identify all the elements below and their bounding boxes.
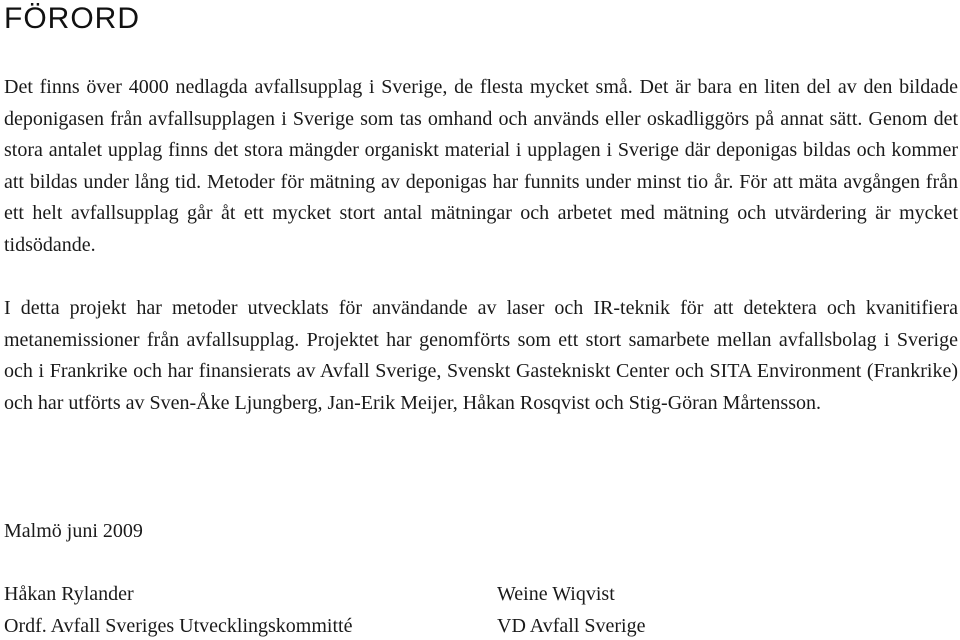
- signature-name-right: Weine Wiqvist: [497, 583, 615, 605]
- paragraph-intro: Det finns över 4000 nedlagda avfallsupplag i Sverige, de flesta mycket små. Det är bara en liten del av den bildade deponigasen från avfallsupplagen i Sverige som tas omhand och används eller oskadliggörs på annat sätt. Genom det stora antalet upplag finns det stora mängder organiskt material i upplagen i Sverige där deponigas bildas och kommer att bildas under lång tid. Metoder för mätning av deponigas har funnits under minst tio år. För att mäta avgången från ett helt avfallsupplag går åt ett mycket stort antal mätningar och arbetet med mätning och utvärdering är mycket tidsödande.: [4, 76, 958, 256]
- signature-title-right: VD Avfall Sverige: [497, 615, 646, 637]
- paragraph-project: I detta projekt har metoder utvecklats för användande av laser och IR-teknik för att detektera och kvanitifiera metanemissioner från avfallsupplag. Projektet har genomförts som ett stort samarbete mellan avfallsbolag i Sverige och i Frankrike och har finansierats av Avfall Sverige, Svenskt Gastekniskt Center och SITA Environment (Frankrike) och har utförts av Sven-Åke Ljungberg, Jan-Erik Meijer, Håkan Rosqvist och Stig-Göran Mårtensson.: [4, 297, 958, 414]
- place-date: Malmö juni 2009: [4, 520, 143, 542]
- signature-title-left: Ordf. Avfall Sveriges Utvecklingskommitté: [4, 615, 353, 637]
- page-title: FÖRORD: [4, 2, 140, 35]
- signature-name-left: Håkan Rylander: [4, 583, 134, 605]
